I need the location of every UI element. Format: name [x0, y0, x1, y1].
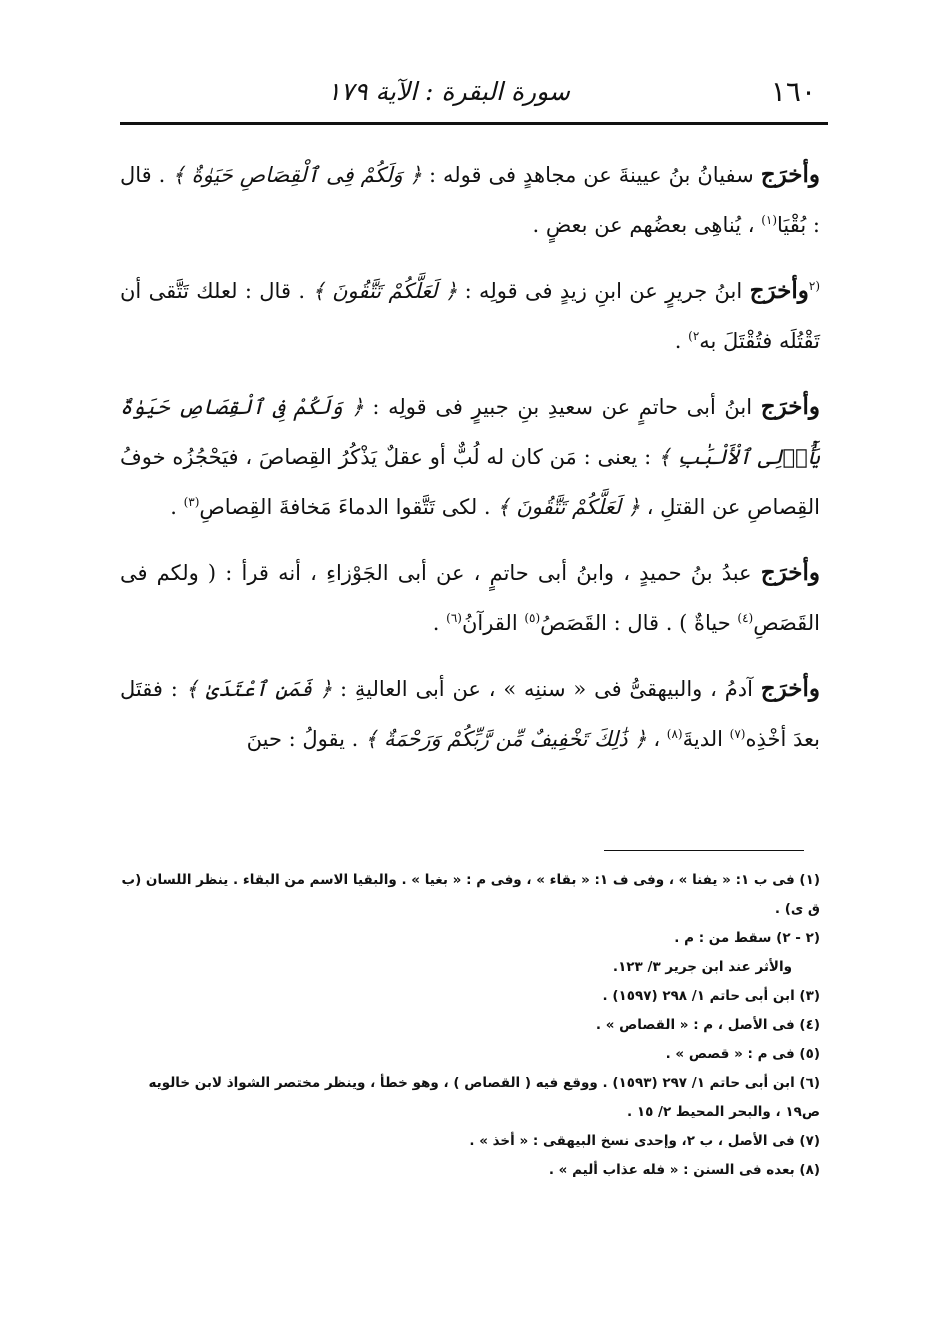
footnote-reference[interactable]: (٤)	[737, 611, 754, 625]
paragraph-text: .	[674, 329, 689, 353]
paragraph-text: ،	[646, 727, 667, 751]
footnote-reference[interactable]: ٢)	[688, 329, 700, 343]
paragraph-text: . قال : لعلك تَتَّقى أن تَقْتُلَه فتُقْتَلَ به	[120, 279, 820, 353]
footnotes	[120, 866, 820, 1185]
main-text	[120, 150, 820, 780]
paragraph-text: الديةَ	[682, 727, 730, 751]
footnote-8: (٨) بعده فى السنن : « فله عذاب أليم » .	[548, 1162, 820, 1178]
footnote-4: (٤) فى الأصل ، م : « القصاص » .	[595, 1017, 820, 1033]
paragraph-lead-word: وأخرَج	[749, 277, 809, 304]
footnote-2-note: والأثر عند ابن جرير ٣/ ١٢٣.	[612, 959, 792, 975]
paragraph-2	[120, 266, 820, 366]
page-header	[120, 72, 828, 112]
footnote-divider	[604, 850, 804, 851]
quran-verse: ﴿ فَمَنِ ٱعْتَدَىٰ ﴾	[185, 677, 333, 701]
paragraph-text: .	[170, 495, 184, 519]
paragraph-text: : فقتَل بعدَ أخْذِه	[120, 677, 820, 751]
quran-verse: ﴿ وَلَكُمْ فِى ٱلْقِصَاصِ حَيَوٰةٌ يَٰٓأُو۟لِى ٱلْأَلْبَٰبِ ﴾	[120, 395, 820, 469]
quran-verse: ﴿ ذَٰلِكَ تَخْفِيفٌ مِّن رَّبِّكُمْ وَرَحْمَةٌ ﴾	[364, 727, 647, 751]
paragraph-text: ، يُناهِى بعضُهم عن بعضٍ .	[532, 213, 762, 237]
paragraph-lead-word: وأخرَج	[760, 161, 820, 188]
footnote-6: (٦) ابن أبى حاتم ١/ ٢٩٧ (١٥٩٣) . ووقع فيه ( القصاص ) ، وهو خطأ ، وينظر مختصر الشواذ لابن خالويه ص١٩ ، والبحر المحيط ٢/ ١٥ .	[148, 1075, 820, 1120]
paragraph-text: سفيانُ بنُ عيينةَ عن مجاهدٍ فى قوله :	[421, 163, 761, 187]
footnote-reference[interactable]: (٢	[808, 279, 820, 293]
paragraph-1	[120, 150, 820, 250]
paragraph-3	[120, 382, 820, 532]
paragraph-text: . قال : بُقْيَا	[120, 163, 820, 237]
paragraph-text: .	[432, 611, 447, 635]
paragraph-text: . لكى تَتَّقوا الدماءَ مَخافةَ القِصاصِ	[199, 495, 498, 519]
quran-verse: ﴿ لَعَلَّكُمْ تَتَّقُونَ ﴾	[497, 495, 641, 519]
header-divider	[120, 122, 828, 125]
footnote-reference[interactable]: (٥)	[524, 611, 541, 625]
footnote-7: (٧) فى الأصل ، ب ٢، وإحدى نسخ البيهقى : « أخذ » .	[469, 1133, 820, 1149]
paragraph-text: عبدُ بنُ حميدٍ ، وابنُ أبى حاتمٍ ، عن أبى الجَوْزاءِ ، أنه قرأ : ( ولكم فى القَصَصِ	[120, 561, 820, 635]
footnote-reference[interactable]: (٧)	[729, 727, 746, 741]
paragraph-lead-word: وأخرَج	[760, 675, 820, 702]
running-title: سورة البقرة : الآية ١٧٩	[327, 77, 570, 106]
paragraph-text: القرآنُ	[461, 611, 525, 635]
footnote-2: (٢ - ٢) سقط من : م .	[674, 930, 820, 946]
quran-verse: ﴿ لَعَلَّكُمْ تَتَّقُونَ ﴾	[312, 279, 458, 303]
footnote-reference[interactable]: (٣)	[183, 495, 200, 509]
paragraph-4	[120, 548, 820, 648]
footnote-3: (٣) ابن أبى حاتم ١/ ٢٩٨ (١٥٩٧) .	[602, 988, 820, 1004]
paragraph-text: ابنُ جريرٍ عن ابنِ زيدٍ فى قولِه :	[457, 279, 750, 303]
paragraph-lead-word: وأخرَج	[760, 393, 820, 420]
quran-verse: ﴿ وَلَكُمْ فِى ٱلْقِصَاصِ حَيَوٰةٌ ﴾	[172, 163, 422, 187]
footnote-reference[interactable]: (٨)	[666, 727, 683, 741]
paragraph-lead-word: وأخرَج	[760, 559, 820, 586]
footnote-1: (١) فى ب ١: « يفنا » ، وفى ف ١: « بقاء » ، وفى م : « بغيا » . والبقيا الاسم من البقاء . ينظر اللسان (ب ق ى) .	[121, 872, 820, 917]
paragraph-text: حياةٌ ) . قال : القَصَصُ	[540, 611, 738, 635]
paragraph-text: آدمُ ، والبيهقىُّ فى « سننِه » ، عن أبى العاليةِ :	[332, 677, 761, 701]
page-number: ١٦٠	[770, 75, 816, 108]
footnote-reference[interactable]: (٦)	[446, 611, 462, 625]
footnote-reference[interactable]: (١)	[761, 213, 778, 227]
paragraph-text: : يعنى : مَن كان له لُبٌّ أو عقلٌ يَذْكُرُ القِصاصَ ، فيَحْجُزُه خوفُ القِصاصِ عن القتلِ ،	[120, 445, 820, 519]
paragraph-text: ابنُ أبى حاتمٍ عن سعيدِ بنِ جبيرٍ فى قولِه :	[363, 395, 761, 419]
footnote-5: (٥) فى م : « قصص » .	[665, 1046, 820, 1062]
paragraph-5	[120, 664, 820, 764]
paragraph-text: . يقولُ : حينَ	[246, 727, 365, 751]
